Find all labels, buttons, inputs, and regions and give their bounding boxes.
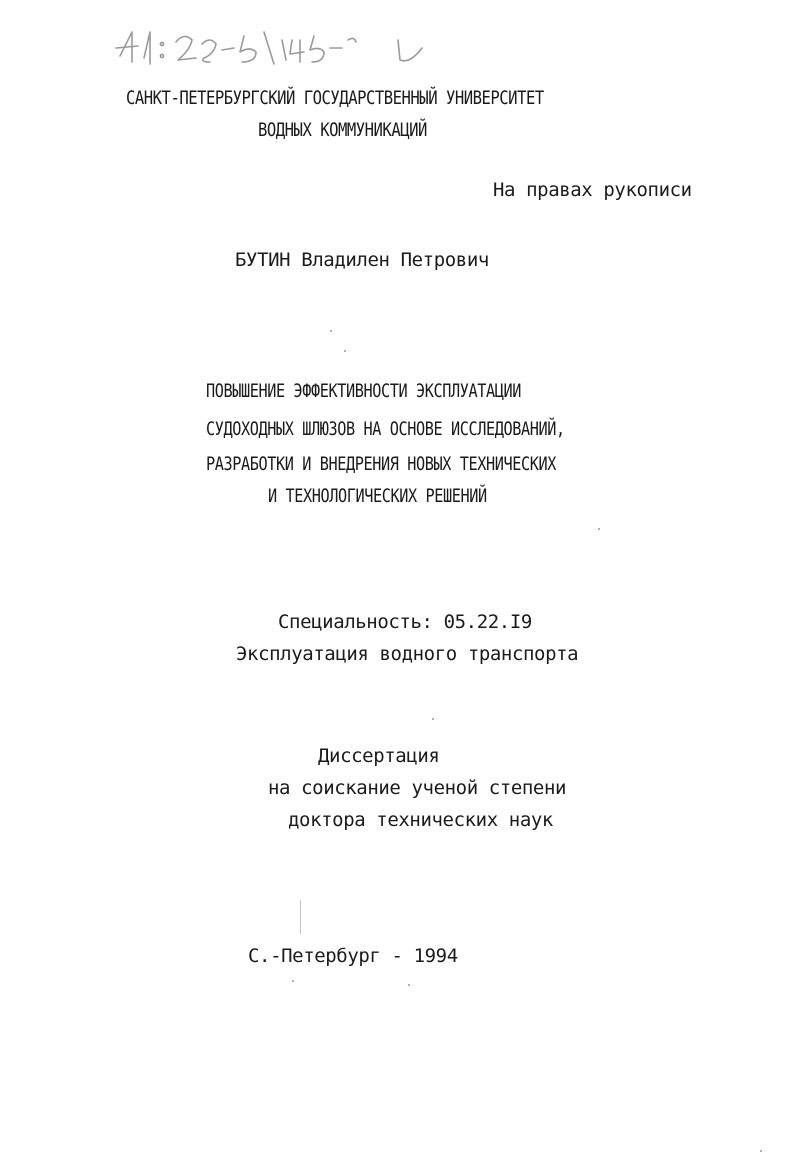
dissertation-degree-line2: доктора технических наук xyxy=(288,809,553,831)
university-name-line1: САНКТ-ПЕТЕРБУРГСКИЙ ГОСУДАРСТВЕННЫЙ УНИВЕРСИТЕТ xyxy=(126,87,544,109)
thesis-title-line4: И ТЕХНОЛОГИЧЕСКИХ РЕШЕНИЙ xyxy=(268,485,487,507)
specialty-code: Специальность: 05.22.I9 xyxy=(278,611,532,633)
scan-speck xyxy=(760,1150,762,1152)
author-name: БУТИН Владилен Петрович xyxy=(235,249,489,271)
thesis-title-line2: СУДОХОДНЫХ ШЛЮЗОВ НА ОСНОВЕ ИССЛЕДОВАНИЙ, xyxy=(206,418,565,440)
scan-speck xyxy=(300,900,301,934)
place-and-year: С.-Петербург - 1994 xyxy=(248,945,458,967)
dissertation-degree-line1: на соискание ученой степени xyxy=(268,777,567,799)
specialty-name: Эксплуатация водного транспорта xyxy=(236,643,579,665)
dissertation-heading: Диссертация xyxy=(318,745,440,767)
scan-speck xyxy=(344,350,346,352)
scan-speck xyxy=(432,718,434,720)
handwritten-note xyxy=(110,18,440,78)
thesis-title-line3: РАЗРАБОТКИ И ВНЕДРЕНИЯ НОВЫХ ТЕХНИЧЕСКИХ xyxy=(206,453,557,475)
scan-speck xyxy=(292,980,294,982)
manuscript-rights-note: На правах рукописи xyxy=(493,179,692,201)
university-name-line2: ВОДНЫХ КОММУНИКАЦИЙ xyxy=(258,119,427,141)
thesis-title-line1: ПОВЫШЕНИЕ ЭФФЕКТИВНОСТИ ЭКСПЛУАТАЦИИ xyxy=(206,380,522,402)
scan-speck xyxy=(408,984,410,986)
scan-speck xyxy=(598,528,600,530)
scan-speck xyxy=(330,330,332,332)
